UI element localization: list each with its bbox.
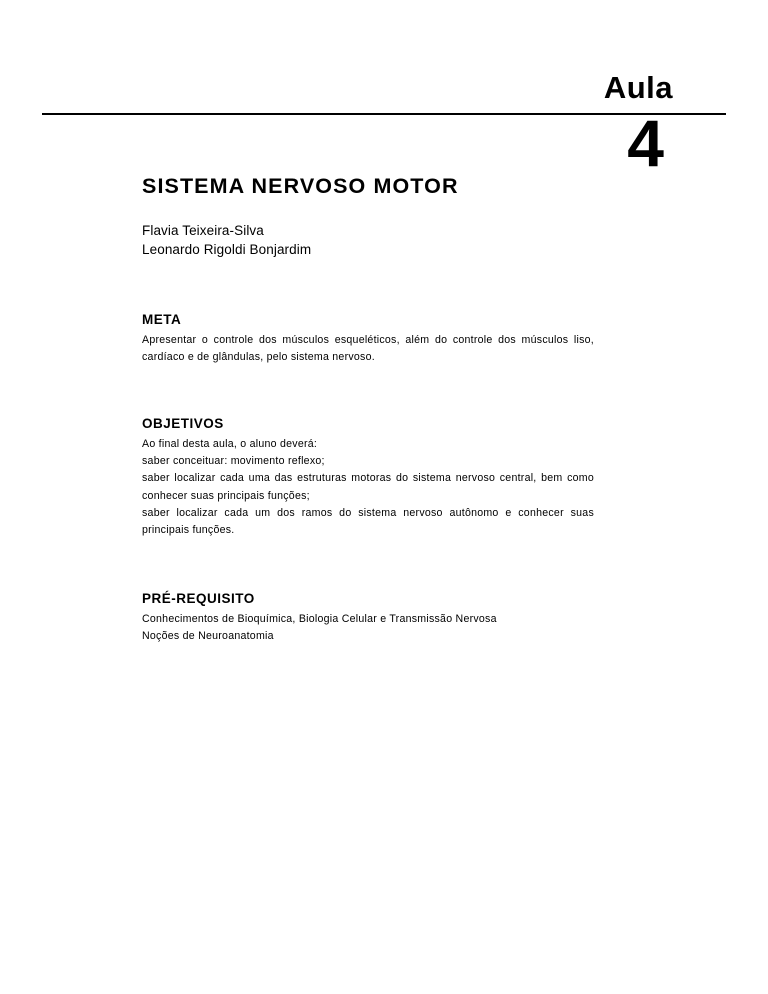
paragraph: Apresentar o controle dos músculos esqueléticos, além do controle dos músculos liso, cardíaco e de glândulas, pelo sistema nervoso. [142,333,594,363]
paragraph: saber localizar cada um dos ramos do sistema nervoso autônomo e conhecer suas principais funções. [142,506,594,536]
author-list [142,221,602,260]
spacer [142,260,602,312]
paragraph: Ao final desta aula, o aluno deverá: [142,438,318,451]
author-name: Leonardo Rigoldi Bonjardim [142,242,312,258]
section-pre-requisito [142,591,602,645]
lesson-number: 4 [627,106,664,180]
spacer [142,539,602,591]
author-name: Flavia Teixeira-Silva [142,222,264,238]
section-body-objetivos [142,436,594,539]
section-heading-meta: META [142,311,182,327]
section-body-pre-requisito [142,611,594,645]
section-meta [142,312,602,366]
header-divider [42,113,726,115]
section-body-meta [142,332,594,366]
paragraph: saber localizar cada uma das estruturas motoras do sistema nervoso central, bem como conhecer suas principais funções; [142,472,594,502]
section-objetivos [142,416,602,539]
paragraph: saber conceituar: movimento reflexo; [142,455,325,468]
lesson-series-label: Aula [603,70,673,105]
section-heading-pre-requisito: PRÉ-REQUISITO [142,591,255,607]
document-content [142,175,602,645]
spacer [142,366,602,416]
paragraph: Conhecimentos de Bioquímica, Biologia Celular e Transmissão Nervosa [142,613,497,626]
paragraph: Noções de Neuroanatomia [142,630,274,643]
page-title: SISTEMA NERVOSO MOTOR [142,174,459,198]
section-heading-objetivos: OBJETIVOS [142,416,224,432]
page-header [0,60,768,190]
